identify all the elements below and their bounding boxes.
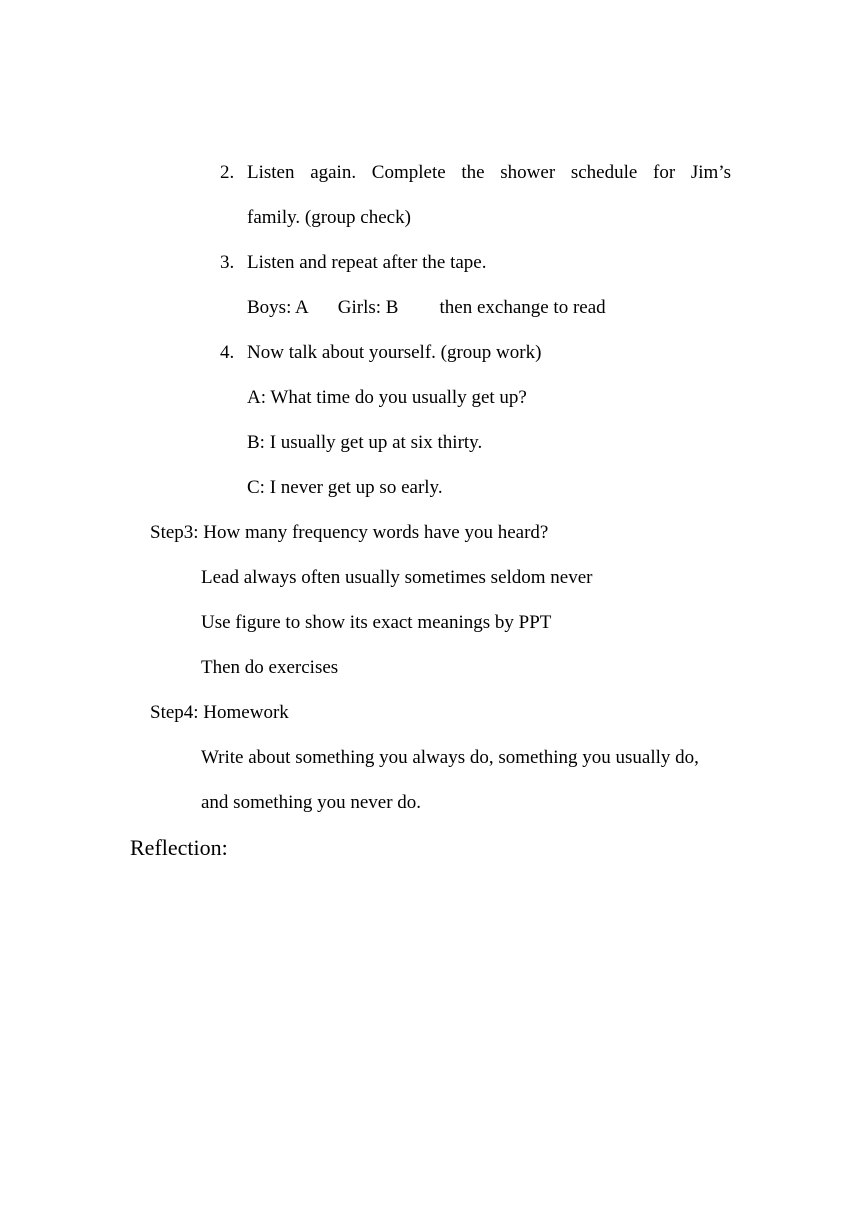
list-item-2-continuation: family. (group check): [247, 207, 411, 228]
step3-line-2: Use figure to show its exact meanings by PPT: [201, 612, 552, 633]
list-item-3-number: 3.: [220, 252, 235, 273]
dialogue-line-a: A: What time do you usually get up?: [247, 387, 527, 408]
list-item-4-text: Now talk about yourself. (group work): [247, 342, 542, 363]
list-item-4-number: 4.: [220, 342, 235, 363]
list-item-3-text: Listen and repeat after the tape.: [247, 252, 487, 273]
dialogue-line-c: C: I never get up so early.: [247, 477, 443, 498]
girls-role: Girls: B: [337, 297, 399, 318]
reflection-heading: Reflection:: [130, 835, 228, 860]
list-item-2-word: Complete: [371, 162, 446, 183]
list-item-2-number: 2.: [220, 162, 235, 183]
step3-line-3: Then do exercises: [201, 657, 339, 678]
list-item-2-word: shower: [500, 162, 556, 183]
list-item-2-word: Jim’s: [690, 162, 731, 183]
list-item-2-word: again.: [310, 162, 357, 183]
list-item-2-word: schedule: [570, 162, 638, 183]
list-item-2-word: Listen: [247, 162, 295, 183]
list-item-2-word: for: [653, 162, 676, 183]
exchange-instruction: then exchange to read: [439, 297, 606, 318]
step4-line-1: Write about something you always do, something you usually do,: [201, 747, 699, 768]
dialogue-line-b: B: I usually get up at six thirty.: [247, 432, 483, 453]
step3-title: Step3: How many frequency words have you heard?: [150, 522, 549, 543]
step4-title: Step4: Homework: [150, 702, 289, 723]
boys-role: Boys: A: [247, 297, 309, 318]
step3-line-1: Lead always often usually sometimes seldom never: [201, 567, 593, 588]
step4-line-2: and something you never do.: [201, 792, 422, 813]
reading-roles: [247, 296, 606, 320]
list-item-2-text: [247, 161, 731, 185]
list-item-2-word: the: [461, 162, 485, 183]
